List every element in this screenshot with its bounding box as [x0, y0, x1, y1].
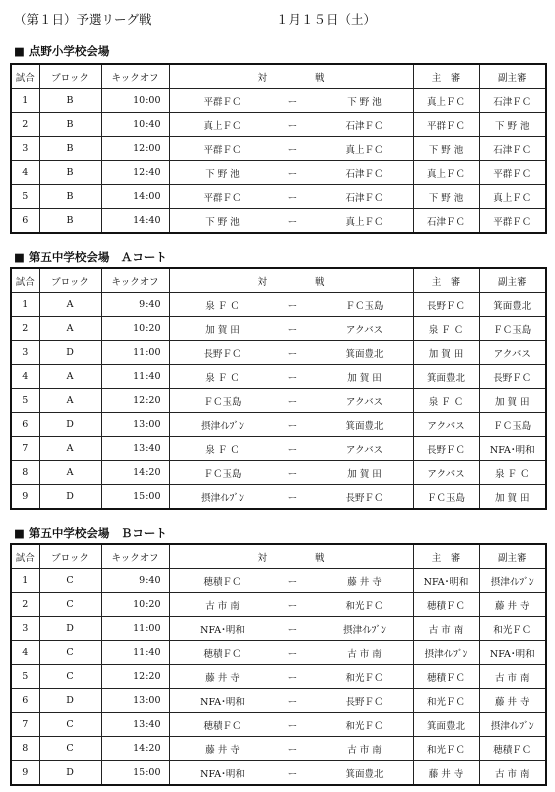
kickoff-time: 15:00	[101, 761, 169, 786]
match-no: 2	[11, 113, 39, 137]
kickoff-time: 14:00	[101, 185, 169, 209]
kickoff-time: 11:00	[101, 341, 169, 365]
page-title: （第１日）予選リーグ戦	[14, 12, 152, 27]
versus-dash: ー	[287, 325, 298, 336]
away-team: 長野ＦＣ	[345, 697, 384, 708]
home-team: 平群ＦＣ	[203, 145, 242, 156]
col-header-block: ブロック	[39, 64, 101, 89]
match-no: 5	[11, 665, 39, 689]
kickoff-time: 12:00	[101, 137, 169, 161]
match-cell	[169, 413, 413, 437]
referee: 穂積ＦＣ	[413, 665, 479, 689]
col-header-block: ブロック	[39, 268, 101, 293]
match-no: 5	[11, 185, 39, 209]
home-team: 泉 Ｆ Ｃ	[205, 445, 240, 456]
schedule-table	[10, 543, 547, 786]
referee: 古 市 南	[413, 617, 479, 641]
match-cell	[169, 641, 413, 665]
kickoff-time: 11:00	[101, 617, 169, 641]
block: B	[39, 89, 101, 113]
match-no: 2	[11, 593, 39, 617]
away-team: 古 市 南	[347, 745, 382, 756]
match-no: 1	[11, 293, 39, 317]
col-header-match	[169, 268, 413, 293]
sub-referee: 穂積ＦＣ	[479, 737, 546, 761]
kickoff-time: 14:40	[101, 209, 169, 234]
away-team: 長野ＦＣ	[345, 493, 384, 504]
col-header-match-a: 対	[257, 72, 267, 84]
referee: 下 野 池	[413, 185, 479, 209]
away-team: 石津ＦＣ	[345, 121, 384, 132]
match-no: 1	[11, 569, 39, 593]
table-row	[11, 569, 546, 593]
section-title: ■ 第五中学校会場 Ｂコート	[14, 526, 167, 540]
home-team: 穂積ＦＣ	[203, 577, 242, 588]
col-header-kickoff: キックオフ	[101, 268, 169, 293]
versus-dash: ー	[287, 397, 298, 408]
page-header	[14, 10, 377, 28]
referee: 真上ＦＣ	[413, 161, 479, 185]
table-row	[11, 293, 546, 317]
match-no: 6	[11, 209, 39, 234]
col-header-match-a: 対	[257, 276, 267, 288]
away-team: 石津ＦＣ	[345, 169, 384, 180]
sub-referee: 泉 Ｆ Ｃ	[479, 461, 546, 485]
home-team: 下 野 池	[205, 169, 240, 180]
referee: 和光ＦＣ	[413, 737, 479, 761]
sub-referee: NFA･明和	[479, 437, 546, 461]
sub-referee: 石津ＦＣ	[479, 89, 546, 113]
referee: 泉 Ｆ Ｃ	[413, 317, 479, 341]
away-team: ＦＣ玉島	[345, 301, 384, 312]
referee: 箕面豊北	[413, 365, 479, 389]
col-header-kickoff: キックオフ	[101, 544, 169, 569]
home-team: 藤 井 寺	[205, 745, 240, 756]
away-team: 箕面豊北	[345, 421, 384, 432]
col-header-referee: 主 審	[413, 544, 479, 569]
referee: アクバス	[413, 413, 479, 437]
table-row	[11, 185, 546, 209]
away-team: 和光ＦＣ	[345, 601, 384, 612]
versus-dash: ー	[287, 601, 298, 612]
match-cell	[169, 365, 413, 389]
home-team: 藤 井 寺	[205, 673, 240, 684]
kickoff-time: 11:40	[101, 365, 169, 389]
kickoff-time: 11:40	[101, 641, 169, 665]
sub-referee: ＦＣ玉島	[479, 317, 546, 341]
home-team: 下 野 池	[205, 217, 240, 228]
away-team: 真上ＦＣ	[345, 145, 384, 156]
referee: 下 野 池	[413, 137, 479, 161]
kickoff-time: 12:20	[101, 389, 169, 413]
block: A	[39, 389, 101, 413]
block: B	[39, 113, 101, 137]
versus-dash: ー	[287, 301, 298, 312]
col-header-match-b: 戦	[315, 552, 325, 564]
match-cell	[169, 713, 413, 737]
block: A	[39, 437, 101, 461]
home-team: NFA･明和	[200, 769, 245, 780]
table-row	[11, 641, 546, 665]
block: C	[39, 641, 101, 665]
match-cell	[169, 341, 413, 365]
section-title: ■ 点野小学校会場	[14, 44, 110, 58]
table-row	[11, 89, 546, 113]
home-team: 摂津ｲﾚﾌﾞﾝ	[201, 493, 244, 504]
block: A	[39, 461, 101, 485]
sub-referee: 加 賀 田	[479, 389, 546, 413]
referee: 加 賀 田	[413, 341, 479, 365]
col-header-referee: 主 審	[413, 64, 479, 89]
block: A	[39, 293, 101, 317]
col-header-sub-referee: 副主審	[479, 544, 546, 569]
sub-referee: 石津ＦＣ	[479, 137, 546, 161]
versus-dash: ー	[287, 97, 298, 108]
col-header-block: ブロック	[39, 544, 101, 569]
kickoff-time: 10:20	[101, 593, 169, 617]
home-team: 長野ＦＣ	[203, 349, 242, 360]
kickoff-time: 13:00	[101, 413, 169, 437]
col-header-match-a: 対	[257, 552, 267, 564]
referee: 箕面豊北	[413, 713, 479, 737]
referee: 和光ＦＣ	[413, 689, 479, 713]
versus-dash: ー	[287, 721, 298, 732]
versus-dash: ー	[287, 145, 298, 156]
block: D	[39, 617, 101, 641]
home-team: 加 賀 田	[205, 325, 240, 336]
block: A	[39, 365, 101, 389]
versus-dash: ー	[287, 697, 298, 708]
home-team: 穂積ＦＣ	[203, 649, 242, 660]
referee: アクバス	[413, 461, 479, 485]
home-team: 古 市 南	[205, 601, 240, 612]
kickoff-time: 13:40	[101, 713, 169, 737]
block: D	[39, 341, 101, 365]
section-title: ■ 第五中学校会場 Ａコート	[14, 250, 167, 264]
away-team: 真上ＦＣ	[345, 217, 384, 228]
away-team: アクバス	[345, 445, 384, 456]
kickoff-time: 10:40	[101, 113, 169, 137]
home-team: 真上ＦＣ	[203, 121, 242, 132]
versus-dash: ー	[287, 217, 298, 228]
away-team: 箕面豊北	[345, 769, 384, 780]
block: A	[39, 317, 101, 341]
home-team: NFA･明和	[200, 625, 245, 636]
kickoff-time: 10:00	[101, 89, 169, 113]
versus-dash: ー	[287, 673, 298, 684]
versus-dash: ー	[287, 769, 298, 780]
sub-referee: 摂津ｲﾚﾌﾞﾝ	[479, 713, 546, 737]
match-no: 4	[11, 161, 39, 185]
match-no: 9	[11, 485, 39, 510]
versus-dash: ー	[287, 745, 298, 756]
referee: 長野ＦＣ	[413, 437, 479, 461]
table-row	[11, 161, 546, 185]
away-team: 藤 井 寺	[347, 577, 382, 588]
table-row	[11, 209, 546, 234]
block: D	[39, 485, 101, 510]
kickoff-time: 13:00	[101, 689, 169, 713]
away-team: 古 市 南	[347, 649, 382, 660]
table-row	[11, 665, 546, 689]
table-row	[11, 437, 546, 461]
home-team: ＦＣ玉島	[203, 469, 242, 480]
table-row	[11, 593, 546, 617]
referee: 真上ＦＣ	[413, 89, 479, 113]
away-team: 和光ＦＣ	[345, 673, 384, 684]
sub-referee: 下 野 池	[479, 113, 546, 137]
block: B	[39, 185, 101, 209]
match-no: 3	[11, 617, 39, 641]
header-row	[11, 544, 546, 569]
col-header-match-b: 戦	[315, 72, 325, 84]
versus-dash: ー	[287, 445, 298, 456]
versus-dash: ー	[287, 373, 298, 384]
sub-referee: 平群ＦＣ	[479, 161, 546, 185]
match-cell	[169, 185, 413, 209]
versus-dash: ー	[287, 169, 298, 180]
match-no: 7	[11, 437, 39, 461]
versus-dash: ー	[287, 649, 298, 660]
match-cell	[169, 113, 413, 137]
match-date: １月１５日（土）	[276, 12, 377, 27]
match-cell	[169, 737, 413, 761]
versus-dash: ー	[287, 349, 298, 360]
kickoff-time: 12:20	[101, 665, 169, 689]
match-no: 8	[11, 737, 39, 761]
sub-referee: NFA･明和	[479, 641, 546, 665]
block: D	[39, 761, 101, 786]
match-no: 4	[11, 365, 39, 389]
home-team: 穂積ＦＣ	[203, 721, 242, 732]
referee: 平群ＦＣ	[413, 113, 479, 137]
table-row	[11, 113, 546, 137]
sub-referee: 和光ＦＣ	[479, 617, 546, 641]
match-cell	[169, 389, 413, 413]
sub-referee: 平群ＦＣ	[479, 209, 546, 234]
away-team: アクバス	[345, 397, 384, 408]
sub-referee: 古 市 南	[479, 761, 546, 786]
referee: 穂積ＦＣ	[413, 593, 479, 617]
kickoff-time: 12:40	[101, 161, 169, 185]
match-cell	[169, 89, 413, 113]
match-cell	[169, 593, 413, 617]
match-cell	[169, 485, 413, 510]
kickoff-time: 14:20	[101, 737, 169, 761]
match-no: 7	[11, 713, 39, 737]
sub-referee: アクバス	[479, 341, 546, 365]
versus-dash: ー	[287, 625, 298, 636]
match-no: 3	[11, 137, 39, 161]
block: C	[39, 569, 101, 593]
match-no: 1	[11, 89, 39, 113]
match-cell	[169, 569, 413, 593]
away-team: 加 賀 田	[347, 469, 382, 480]
home-team: 泉 Ｆ Ｃ	[205, 301, 240, 312]
table-row	[11, 389, 546, 413]
table-row	[11, 761, 546, 786]
kickoff-time: 9:40	[101, 569, 169, 593]
away-team: 石津ＦＣ	[345, 193, 384, 204]
table-row	[11, 617, 546, 641]
table-row	[11, 461, 546, 485]
versus-dash: ー	[287, 577, 298, 588]
match-cell	[169, 665, 413, 689]
table-row	[11, 365, 546, 389]
col-header-sub-referee: 副主審	[479, 268, 546, 293]
match-no: 3	[11, 341, 39, 365]
referee: NFA･明和	[413, 569, 479, 593]
header-row	[11, 268, 546, 293]
match-no: 8	[11, 461, 39, 485]
home-team: 摂津ｲﾚﾌﾞﾝ	[201, 421, 244, 432]
table-row	[11, 137, 546, 161]
away-team: 和光ＦＣ	[345, 721, 384, 732]
kickoff-time: 15:00	[101, 485, 169, 510]
referee: 摂津ｲﾚﾌﾞﾝ	[413, 641, 479, 665]
home-team: 平群ＦＣ	[203, 193, 242, 204]
block: D	[39, 413, 101, 437]
block: C	[39, 713, 101, 737]
block: C	[39, 665, 101, 689]
referee: 泉 Ｆ Ｃ	[413, 389, 479, 413]
col-header-match-b: 戦	[315, 276, 325, 288]
col-header-no: 試合	[11, 268, 39, 293]
header-row	[11, 64, 546, 89]
match-no: 6	[11, 689, 39, 713]
match-cell	[169, 761, 413, 786]
match-cell	[169, 161, 413, 185]
versus-dash: ー	[287, 493, 298, 504]
block: B	[39, 209, 101, 234]
block: B	[39, 137, 101, 161]
home-team: 泉 Ｆ Ｃ	[205, 373, 240, 384]
sub-referee: 藤 井 寺	[479, 593, 546, 617]
match-cell	[169, 689, 413, 713]
sub-referee: 古 市 南	[479, 665, 546, 689]
kickoff-time: 14:20	[101, 461, 169, 485]
match-cell	[169, 617, 413, 641]
col-header-no: 試合	[11, 544, 39, 569]
match-cell	[169, 293, 413, 317]
referee: 藤 井 寺	[413, 761, 479, 786]
schedule-table	[10, 63, 547, 234]
table-row	[11, 485, 546, 510]
versus-dash: ー	[287, 193, 298, 204]
away-team: 摂津ｲﾚﾌﾞﾝ	[343, 625, 386, 636]
table-row	[11, 689, 546, 713]
home-team: NFA･明和	[200, 697, 245, 708]
sub-referee: ＦＣ玉島	[479, 413, 546, 437]
referee: 長野ＦＣ	[413, 293, 479, 317]
table-row	[11, 317, 546, 341]
sub-referee: 箕面豊北	[479, 293, 546, 317]
block: B	[39, 161, 101, 185]
block: C	[39, 737, 101, 761]
col-header-match	[169, 64, 413, 89]
sub-referee: 真上ＦＣ	[479, 185, 546, 209]
table-row	[11, 713, 546, 737]
match-no: 6	[11, 413, 39, 437]
kickoff-time: 13:40	[101, 437, 169, 461]
sub-referee: 長野ＦＣ	[479, 365, 546, 389]
block: C	[39, 593, 101, 617]
col-header-referee: 主 審	[413, 268, 479, 293]
versus-dash: ー	[287, 121, 298, 132]
table-row	[11, 413, 546, 437]
match-no: 4	[11, 641, 39, 665]
table-row	[11, 737, 546, 761]
away-team: 加 賀 田	[347, 373, 382, 384]
match-cell	[169, 209, 413, 234]
match-no: 2	[11, 317, 39, 341]
table-row	[11, 341, 546, 365]
referee: 石津ＦＣ	[413, 209, 479, 234]
versus-dash: ー	[287, 421, 298, 432]
away-team: 箕面豊北	[345, 349, 384, 360]
versus-dash: ー	[287, 469, 298, 480]
kickoff-time: 9:40	[101, 293, 169, 317]
sub-referee: 摂津ｲﾚﾌﾞﾝ	[479, 569, 546, 593]
home-team: ＦＣ玉島	[203, 397, 242, 408]
referee: ＦＣ玉島	[413, 485, 479, 510]
col-header-kickoff: キックオフ	[101, 64, 169, 89]
match-cell	[169, 137, 413, 161]
home-team: 平群ＦＣ	[203, 97, 242, 108]
away-team: 下 野 池	[347, 97, 382, 108]
col-header-sub-referee: 副主審	[479, 64, 546, 89]
match-no: 5	[11, 389, 39, 413]
sub-referee: 加 賀 田	[479, 485, 546, 510]
away-team: アクバス	[345, 325, 384, 336]
col-header-match	[169, 544, 413, 569]
match-cell	[169, 437, 413, 461]
sub-referee: 藤 井 寺	[479, 689, 546, 713]
schedule-table	[10, 267, 547, 510]
match-no: 9	[11, 761, 39, 786]
col-header-no: 試合	[11, 64, 39, 89]
kickoff-time: 10:20	[101, 317, 169, 341]
match-cell	[169, 317, 413, 341]
block: D	[39, 689, 101, 713]
match-cell	[169, 461, 413, 485]
